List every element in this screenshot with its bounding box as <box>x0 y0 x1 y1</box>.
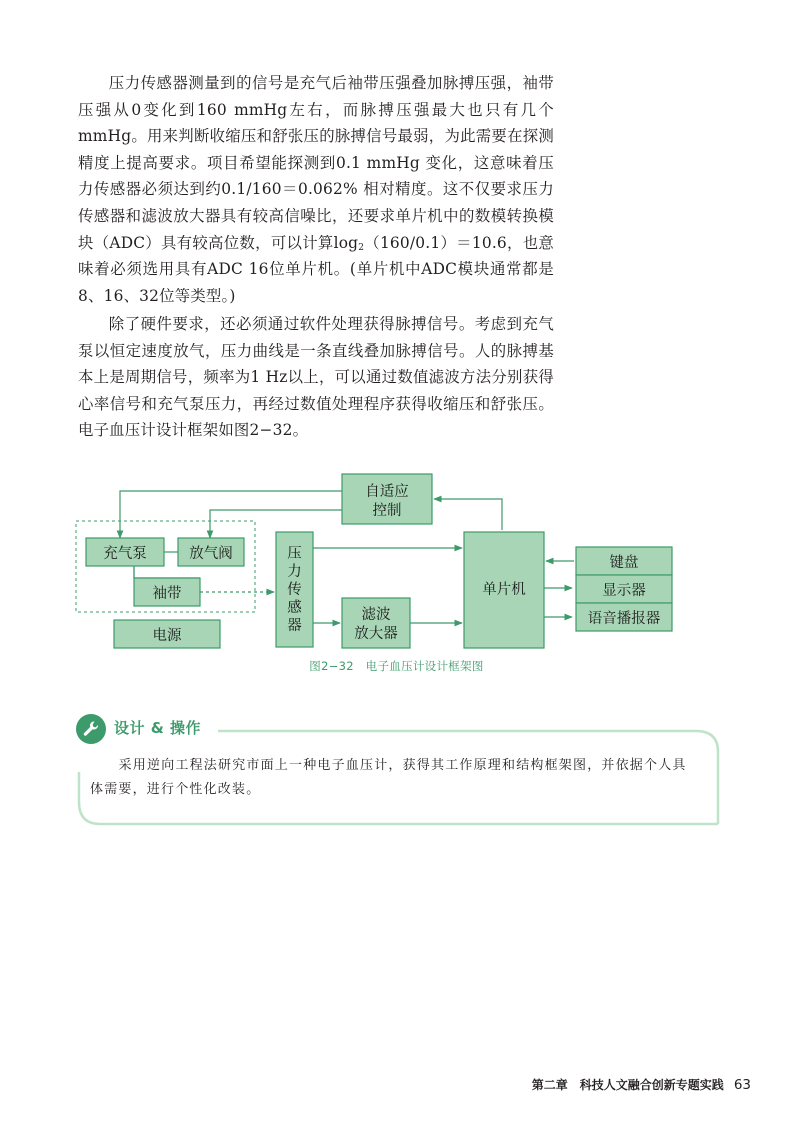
mcu-to-control-line <box>434 499 502 530</box>
voice-announcer-box <box>576 603 672 631</box>
svg-text:放大器: 放大器 <box>354 626 398 642</box>
svg-text:自适应: 自适应 <box>365 484 409 500</box>
mcu-box <box>464 532 544 648</box>
display-box <box>576 575 672 603</box>
control-to-pump-line <box>120 491 342 538</box>
design-operation-box <box>76 712 720 828</box>
filter-amplifier-box <box>342 598 410 648</box>
svg-text:器: 器 <box>287 618 302 634</box>
body-paragraph-2: 除了硬件要求，还必须通过软件处理获得脉搏信号。考虑到充气泵以恒定速度放气，压力曲线是一条直线叠加脉搏信号。人的脉搏基本上是周期信号，频率为1 Hz以上，可以通过数值滤波方法分别获得心率信号和充气泵压力，再经过数值处理程序获得收缩压和舒张压。电子血压计设计框架如图2−32。 <box>78 315 554 440</box>
wrench-icon <box>76 714 106 744</box>
svg-text:放气阀: 放气阀 <box>189 546 233 562</box>
svg-text:传: 传 <box>287 582 302 598</box>
blood-pressure-meter-diagram <box>70 466 690 656</box>
adaptive-control-box <box>342 474 432 524</box>
svg-text:控制: 控制 <box>372 503 402 519</box>
svg-text:单片机: 单片机 <box>482 582 526 598</box>
power-box <box>114 620 220 648</box>
pump-box <box>86 538 164 566</box>
valve-box <box>178 538 244 566</box>
figure-caption: 图2−32 电子血压计设计框架图 <box>309 659 484 673</box>
chapter-title: 第二章 科技人文融合创新专题实践 <box>531 1078 724 1092</box>
valve-to-cuff-line <box>134 566 200 578</box>
svg-text:电源: 电源 <box>152 628 182 644</box>
svg-text:显示器: 显示器 <box>602 583 646 599</box>
pressure-sensor-box <box>276 532 313 647</box>
design-title: 设计 & 操作 <box>114 719 202 737</box>
page-footer <box>532 1076 751 1093</box>
body-paragraph-1: 压力传感器测量到的信号是充气后袖带压强叠加脉搏压强，袖带压强从0变化到160 mmHg左右，而脉搏压强最大也只有几个mmHg。用来判断收缩压和舒张压的脉搏信号最弱，为此需要在探测精度上提高要求。项目希望能探测到0.1 mmHg 变化，这意味着压力传感器必须达到约0.1/160＝0.062% 相对精度。这不仅要求压力传感器和滤波放大器具有较高信噪比，还要求单片机中的数模转换模块（ADC）具有较高位数，可以计算$\log_2(160/0.1)=10.6$，也意味着必须选用具有ADC 16位单片机。(单片机中ADC模块通常都是8、16、32位等类型。) <box>78 74 554 305</box>
svg-text:袖带: 袖带 <box>152 586 182 602</box>
page-number: 63 <box>733 1077 751 1093</box>
design-instructions: 采用逆向工程法研究市面上一种电子血压计，获得其工作原理和结构框架图，并依据个人具体需要，进行个性化改装。 <box>90 758 687 797</box>
svg-text:感: 感 <box>287 600 302 616</box>
keyboard-box <box>576 547 672 575</box>
svg-text:力: 力 <box>287 564 302 580</box>
svg-text:充气泵: 充气泵 <box>103 546 147 562</box>
svg-text:滤波: 滤波 <box>361 607 391 623</box>
svg-text:语音播报器: 语音播报器 <box>587 611 661 627</box>
svg-text:键盘: 键盘 <box>609 555 639 571</box>
svg-text:压: 压 <box>287 546 302 562</box>
cuff-box <box>134 578 200 606</box>
